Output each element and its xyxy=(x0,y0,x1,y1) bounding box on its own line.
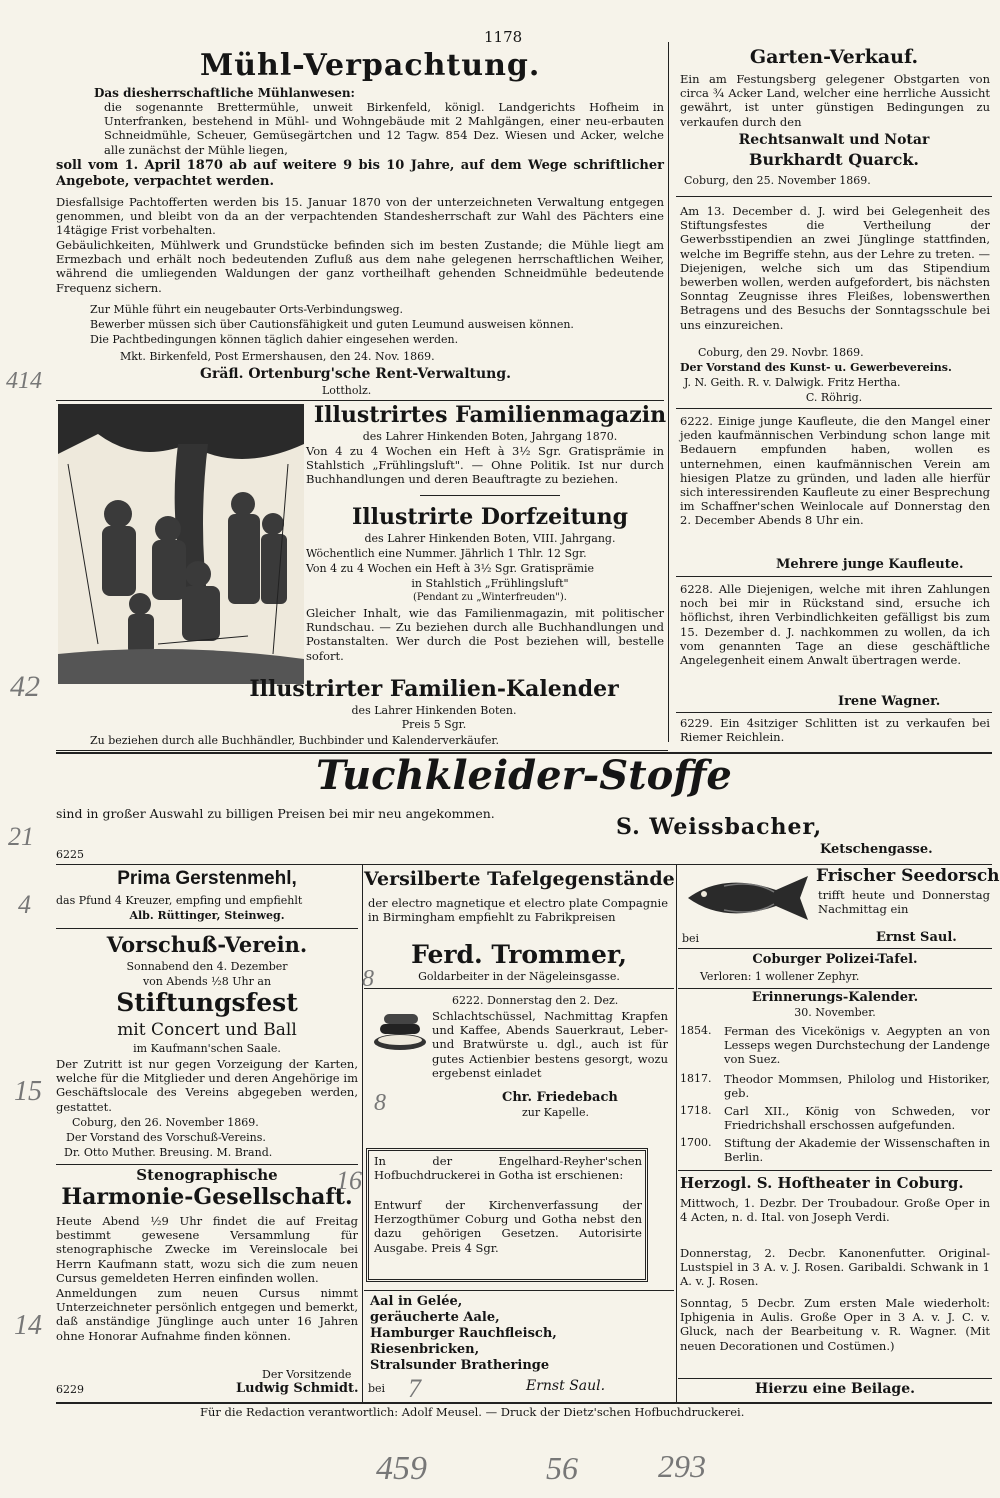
stiftung-body: Am 13. December d. J. wird bei Gelegenheit des Stiftungsfestes die Vertheilung der Gewerbsstipendien an zwei Jünglinge stattfinden, welche im Begriffe stehn, aus der Lehre zu treten. — Diejenigen, welche sich um das Stipendium bewerben wollen, werden aufgefordert, bis nächsten Sonntag Zeugnisse ihres Fleißes, lobenswerthen Betragens und des Besuchs der Sonntagsschule bei uns einzureichen. xyxy=(680,204,990,332)
polizei-title: Coburger Polizei-Tafel. xyxy=(752,952,918,967)
seedorsch-l1: trifft heute und Donnerstag Nachmittag ein xyxy=(818,888,990,917)
vorschuss-signer: Der Vorstand des Vorschuß-Vereins. xyxy=(66,1131,266,1144)
schlitten-body: 6229. Ein 4sitziger Schlitten ist zu verkaufen bei Riemer Reichlein. xyxy=(680,716,990,745)
dorfzeitung-line2: Von 4 zu 4 Wochen ein Heft à 3½ Sgr. Gratisprämie xyxy=(306,562,595,575)
pencil-note: 15 xyxy=(14,1076,42,1107)
theater-p3: Sonntag, 5 Decbr. Zum ersten Male wiederholt: Iphigenia in Aulis. Große Oper in 3 A. v. J. C. v. Gluck, nach der Bearbeitung v. R. Wagner. (Mit neuen Decorationen und Costümen.) xyxy=(680,1296,990,1353)
schlacht-signer: Chr. Friedebach xyxy=(502,1090,618,1105)
divider xyxy=(56,1164,358,1165)
steno-t1: Stenographische xyxy=(136,1166,278,1184)
seedorsch-title: Frischer Seedorsch xyxy=(816,866,1000,886)
stiftung-names: J. N. Geith. R. v. Dalwigk. Fritz Hertha. xyxy=(684,376,901,389)
theater-title: Herzogl. S. Hoftheater in Coburg. xyxy=(680,1174,964,1192)
kaufleute-body: 6222. Einige junge Kaufleute, die den Mangel einer jeden kaufmännischen Verbindung schon lange mit Bedauern empfunden haben, wollen es unternehmen, einen kaufmännischen Verein am hiesigen Platze zu gründen, und laden alle hierfür sich interessirenden Kaufleute zu einer Besprechung im Schaffner'schen Weinlocale auf Donnerstag den 2. December Abends 8 Uhr ein. xyxy=(680,414,990,528)
vorschuss-l3: mit Concert und Ball xyxy=(117,1020,297,1040)
kalender-title: Illustrirter Familien-Kalender xyxy=(249,676,619,702)
tafel-sub: Goldarbeiter in der Nägeleinsgasse. xyxy=(418,970,620,983)
garten-place: Coburg, den 25. November 1869. xyxy=(684,174,871,187)
erinnerung-text: Stiftung der Akademie der Wissenschaften in Berlin. xyxy=(724,1136,990,1165)
muehl-desc: die sogenannte Brettermühle, unweit Birkenfeld, königl. Landgerichts Hofheim in Unterfranken, bestehend in Mühl- und Wohngebäude mit 2 Mahlgängen, einer neu-erbauten Schneidmühle, Scheuer, Gemüsegärtchen und 12 Tagw. 854 Dez. Wiesen und Acker, welche alle zunächst der Mühle liegen, xyxy=(104,100,664,157)
muehl-p1: Diesfallsige Pachtofferten werden bis 15. Januar 1870 von der unterzeichneten Verwaltung entgegen genommen, und bleibt von da an der verpachtenden Standesherrschaft zur Wahl des Pächters eine 14tägige Frist vorbehalten. xyxy=(56,195,664,238)
kirche-body2: Entwurf der Kirchenverfassung der Herzogthümer Coburg und Gotha nebst den dazu gehörigen Gesetzen. Autorisirte Ausgabe. Preis 4 Sgr. xyxy=(374,1198,642,1255)
divider xyxy=(676,712,992,713)
tree-scene-illustration xyxy=(58,404,304,684)
wagner-signer: Irene Wagner. xyxy=(838,694,941,709)
schlacht-sub: zur Kapelle. xyxy=(522,1106,590,1119)
divider xyxy=(676,408,992,409)
pencil-note: 14 xyxy=(14,1310,42,1341)
tafel-body: der electro magnetique et electro plate Compagnie in Birmingham empfiehlt zu Fabrikpreisen xyxy=(368,896,668,925)
erinnerung-year: 1718. xyxy=(680,1104,712,1117)
pencil-note: 8 xyxy=(362,966,374,992)
schlacht-head: 6222. Donnerstag den 2. Dez. xyxy=(452,994,619,1007)
polizei-line: Verloren: 1 wollener Zephyr. xyxy=(700,970,860,983)
kaufleute-signer: Mehrere junge Kaufleute. xyxy=(776,557,964,572)
garten-signer1: Rechtsanwalt und Notar xyxy=(738,132,930,148)
divider xyxy=(56,400,664,401)
theater-p2: Donnerstag, 2. Decbr. Kanonenfutter. Original-Lustspiel in 3 A. v. J. Rosen. Garibaldi. Schwank in 1 A. v. J. Rosen. xyxy=(680,1246,990,1289)
muehl-term: soll vom 1. April 1870 ab auf weitere 9 bis 10 Jahre, auf dem Wege schriftlicher Angebote, verpachtet werden. xyxy=(56,158,664,189)
erinnerung-text: Carl XII., König von Schweden, vor Friedrichshall erschossen aufgefunden. xyxy=(724,1104,990,1133)
muehl-intro: Das diesherrschaftliche Mühlanwesen: xyxy=(94,86,355,100)
pencil-note: 293 xyxy=(658,1448,706,1484)
seedorsch-pre: bei xyxy=(682,932,700,945)
muehl-signer: Gräfl. Ortenburg'sche Rent-Verwaltung. xyxy=(200,366,512,382)
gersten-line2: Alb. Rüttinger, Steinweg. xyxy=(129,909,285,922)
gersten-title: Prima Gerstenmehl, xyxy=(117,868,297,889)
footer-imprint: Für die Redaction verantwortlich: Adolf Meusel. — Druck der Dietz'schen Hofbuchdruckerei. xyxy=(200,1405,745,1419)
column-rule xyxy=(362,864,363,1404)
aal-l5: Stralsunder Bratheringe xyxy=(370,1358,550,1373)
erinnerung-year: 1854. xyxy=(680,1024,712,1037)
dorfzeitung-title: Illustrirte Dorfzeitung xyxy=(351,504,629,530)
aal-l4: Riesenbricken, xyxy=(370,1342,480,1357)
vorschuss-l4: im Kaufmann'schen Saale. xyxy=(133,1042,281,1055)
stiftung-place: Coburg, den 29. Novbr. 1869. xyxy=(698,346,864,359)
magazin-body: Von 4 zu 4 Wochen ein Heft à 3½ Sgr. Gratisprämie in Stahlstich „Frühlingsluft". — Ohne Politik. Ist nur durch Buchhandlungen und deren Beauftragte zu beziehen. xyxy=(306,444,664,487)
vorschuss-big: Stiftungsfest xyxy=(116,988,298,1017)
dorfzeitung-subtitle: des Lahrer Hinkenden Boten, VIII. Jahrgang. xyxy=(364,532,616,545)
divider xyxy=(676,576,992,577)
garten-signer2: Burkhardt Quarck. xyxy=(748,150,919,169)
tuch-street: Ketschengasse. xyxy=(820,842,933,857)
divider xyxy=(676,196,992,197)
steno-body: Heute Abend ½9 Uhr findet die auf Freitag bestimmt gewesene Versammlung für stenographische Zwecke im Vereinslocale bei Herrn Kaufmann statt, wozu sich die zum neuen Cursus gemeldeten Herren einfinden wollen. xyxy=(56,1214,358,1285)
divider xyxy=(56,1402,992,1404)
tuch-title: Tuchkleider-Stoffe xyxy=(316,752,732,799)
erinnerung-year: 1700. xyxy=(680,1136,712,1149)
steno-signer: Ludwig Schmidt. xyxy=(236,1381,359,1396)
divider xyxy=(678,1378,992,1379)
steno-body2: Anmeldungen zum neuen Cursus nimmt Unterzeichneter persönlich entgegen und bemerkt, daß anständige Jünglinge auch unter 16 Jahren ohne Honorar Aufnahme finden können. xyxy=(56,1286,358,1343)
vorschuss-title: Vorschuß-Verein. xyxy=(106,932,308,957)
pencil-note: 459 xyxy=(376,1450,427,1487)
theater-p1: Mittwoch, 1. Dezbr. Der Troubadour. Große Oper in 4 Acten, n. d. Ital. von Joseph Verdi. xyxy=(680,1196,990,1225)
tafel-signer: Ferd. Trommer, xyxy=(411,940,627,969)
kalender-foot: Zu beziehen durch alle Buchhändler, Buchbinder und Kalenderverkäufer. xyxy=(90,734,499,747)
stiftung-names2: C. Röhrig. xyxy=(805,391,863,404)
pencil-note: 21 xyxy=(8,822,34,851)
dorfzeitung-line3: in Stahlstich „Frühlingsluft" xyxy=(411,577,569,590)
aal-signer: Ernst Saul. xyxy=(526,1378,606,1394)
dorfzeitung-body: Gleicher Inhalt, wie das Familienmagazin, mit politischer Rundschau. — Zu beziehen durch alle Buchhandlungen und Postanstalten. Wer durch die Post beziehen will, bestelle sofort. xyxy=(306,606,664,663)
muehl-sub: Lottholz. xyxy=(322,384,372,397)
muehl-p3: Zur Mühle führt ein neugebauter Orts-Verbindungsweg. xyxy=(90,303,404,316)
divider xyxy=(678,948,992,949)
muehl-p5: Die Pachtbedingungen können täglich dahier eingesehen werden. xyxy=(90,333,459,346)
vorschuss-place: Coburg, den 26. November 1869. xyxy=(72,1116,259,1129)
tafel-title: Versilberte Tafelgegenstände xyxy=(364,868,675,890)
divider xyxy=(364,1290,674,1291)
pencil-note: 7 xyxy=(408,1374,421,1403)
stiftung-signer: Der Vorstand des Kunst- u. Gewerbevereins. xyxy=(680,361,952,374)
divider xyxy=(56,750,668,751)
seedorsch-signer: Ernst Saul. xyxy=(876,930,957,945)
tuch-signer: S. Weissbacher, xyxy=(616,814,823,840)
divider xyxy=(56,864,992,865)
divider xyxy=(678,988,992,989)
steno-t2: Harmonie-Gesellschaft. xyxy=(61,1184,353,1210)
pencil-note: 16 xyxy=(336,1166,362,1195)
schlacht-body: Schlachtschüssel, Nachmittag Krapfen und Kaffee, Abends Sauerkraut, Leber- und Bratwürste u. dgl., auch ist für gutes Actienbier bestens gesorgt, wozu ergebenst einladet xyxy=(432,1009,668,1080)
page-number: 1178 xyxy=(484,28,523,46)
erinnerung-year: 1817. xyxy=(680,1072,712,1085)
aal-l1: Aal in Gelée, xyxy=(370,1294,463,1309)
column-rule xyxy=(676,864,677,1404)
erinnerung-text: Ferman des Vicekönigs v. Aegypten an von Lesseps wegen Durchstechung der Landenge von Suez. xyxy=(724,1024,990,1067)
vorschuss-names: Dr. Otto Muther. Breusing. M. Brand. xyxy=(64,1146,273,1159)
kirche-body: In der Engelhard-Reyher'schen Hofbuchdruckerei in Gotha ist erschienen: xyxy=(374,1154,642,1183)
muehl-place: Mkt. Birkenfeld, Post Ermershausen, den 24. Nov. 1869. xyxy=(120,350,435,363)
pencil-note: 414 xyxy=(6,368,42,394)
kalender-subtitle: des Lahrer Hinkenden Boten. xyxy=(351,704,517,717)
vorschuss-l1: Sonnabend den 4. Dezember xyxy=(126,960,288,973)
tuch-num: 6225 xyxy=(56,848,84,861)
tuch-line: sind in großer Auswahl zu billigen Preisen bei mir neu angekommen. xyxy=(56,806,495,821)
wagner-body: 6228. Alle Diejenigen, welche mit ihren Zahlungen noch bei mir in Rückstand sind, ersuche ich höflichst, ihren Verbindlichkeiten gefälligst bis zum 15. Dezember d. J. nachkommen zu wollen, da ich vom genannten Tage an diese geschäftliche Angelegenheit einem Anwalt übertragen werde. xyxy=(680,582,990,668)
muehl-p2: Gebäulichkeiten, Mühlwerk und Grundstücke befinden sich im besten Zustande; die Mühle liegt am Ermezbach und erhält noch bedeutenden Zufluß aus dem nahe gelegenen herrschaftlichen Weiher, während die umliegenden Waldungen der ganz vortheilhaft gehenden Schneidmühle bedeutende Frequenz sichern. xyxy=(56,238,664,295)
erinnerung-title: Erinnerungs-Kalender. xyxy=(751,990,919,1005)
divider xyxy=(364,988,674,989)
muehl-p4: Bewerber müssen sich über Cautionsfähigkeit und guten Leumund ausweisen können. xyxy=(90,318,574,331)
pencil-note: 4 xyxy=(18,890,31,919)
kalender-price: Preis 5 Sgr. xyxy=(401,718,467,731)
steno-signer-pre: Der Vorsitzende xyxy=(262,1368,352,1381)
garten-body: Ein am Festungsberg gelegener Obstgarten von circa ¾ Acker Land, welcher eine herrliche Aussicht gewährt, ist unter günstigen Bedingungen zu verkaufen durch den xyxy=(680,72,990,129)
erinnerung-text: Theodor Mommsen, Philolog und Historiker, geb. xyxy=(724,1072,990,1101)
erinnerung-date: 30. November. xyxy=(794,1006,876,1019)
theater-beilage: Hierzu eine Beilage. xyxy=(754,1381,916,1397)
gersten-line1: das Pfund 4 Kreuzer, empfing und empfiehlt xyxy=(56,894,303,907)
aal-pre: bei xyxy=(368,1382,386,1395)
divider xyxy=(56,928,358,929)
vorschuss-l2: von Abends ½8 Uhr an xyxy=(142,975,272,988)
dorfzeitung-line1: Wöchentlich eine Nummer. Jährlich 1 Thlr. 12 Sgr. xyxy=(306,547,587,560)
dorfzeitung-line4: (Pendant zu „Winterfreuden"). xyxy=(413,592,567,603)
aal-l3: Hamburger Rauchfleisch, xyxy=(370,1326,557,1341)
muehl-title: Mühl-Verpachtung. xyxy=(200,48,541,83)
sausage-plate-icon xyxy=(372,1004,428,1054)
vorschuss-body: Der Zutritt ist nur gegen Vorzeigung der Karten, welche für die Mitglieder und deren Angehörige im Geschäftslocale des Vereins abgegeben werden, gestattet. xyxy=(56,1057,358,1114)
steno-num: 6229 xyxy=(56,1383,84,1396)
pencil-note: 42 xyxy=(10,670,40,703)
aal-l2: geräucherte Aale, xyxy=(370,1310,500,1325)
garten-title: Garten-Verkauf. xyxy=(749,46,919,68)
divider xyxy=(420,495,560,496)
pencil-note: 56 xyxy=(546,1450,578,1486)
magazin-subtitle: des Lahrer Hinkenden Boten, Jahrgang 1870. xyxy=(362,430,618,443)
magazin-title: Illustrirtes Familienmagazin xyxy=(313,402,667,428)
fish-icon xyxy=(684,870,814,926)
divider xyxy=(678,1170,992,1171)
pencil-note: 8 xyxy=(374,1090,386,1116)
column-rule xyxy=(668,42,669,742)
